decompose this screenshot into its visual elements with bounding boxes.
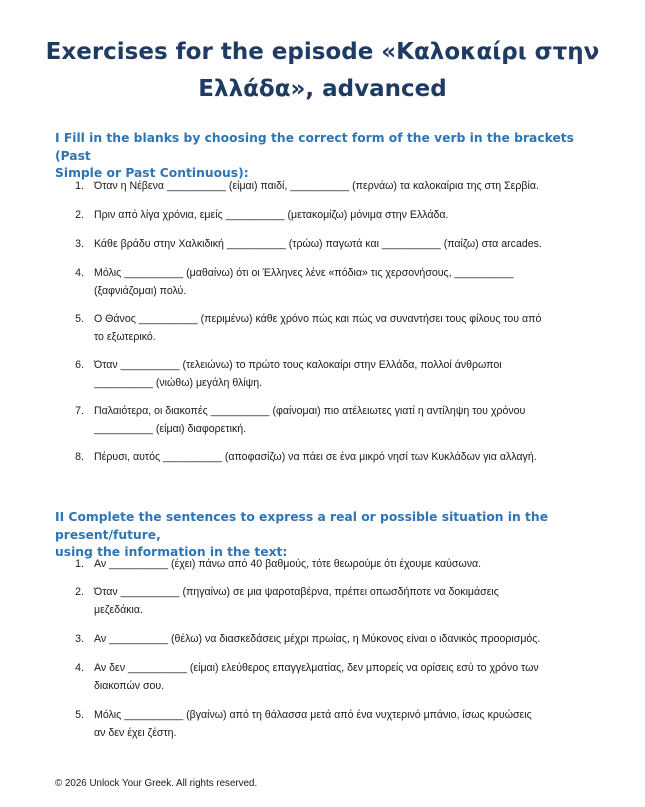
- item-text-line-2: (ξαφνιάζομαι) πολύ.: [94, 284, 187, 297]
- item-text: [94, 178, 594, 196]
- item-text-line-2: αν δεν έχει ζέστη.: [94, 726, 177, 739]
- item-number: 7.: [75, 405, 84, 417]
- section-2-heading-line-1: II Complete the sentences to express a real or possible situation in the present/future,: [55, 510, 549, 542]
- item-text-line-1: Αν __________ (έχει) πάνω από 40 βαθμούς, τότε θεωρούμε ότι έχουμε καύσωνα.: [94, 558, 482, 570]
- item-text-line-2: __________ (είμαι) διαφορετική.: [94, 422, 247, 435]
- item-text-line-1: Αν δεν __________ (είμαι) ελεύθερος επαγγελματίας, δεν μπορείς να ορίσεις εσύ το χρόνο των: [94, 662, 539, 674]
- item-number: 5.: [75, 313, 84, 325]
- item-text: [94, 311, 594, 346]
- item-text: [94, 660, 594, 695]
- section-2-heading: [55, 509, 595, 562]
- item-text: [94, 449, 594, 467]
- item-text: [94, 357, 594, 392]
- item-number: 1.: [75, 180, 84, 192]
- item-number: 4.: [75, 662, 84, 674]
- copyright-footer: © 2026 Unlock Your Greek. All rights reserved.: [55, 778, 258, 789]
- page-title: [40, 34, 605, 108]
- item-text-line-1: Μόλις __________ (μαθαίνω) ότι οι Έλληνες λένε «πόδια» τις χερσονήσους, __________: [94, 267, 514, 279]
- item-text-line-2: __________ (νιώθω) μεγάλη θλίψη.: [94, 376, 263, 389]
- item-number: 2.: [75, 209, 84, 221]
- item-number: 1.: [75, 558, 84, 570]
- item-text-line-2: διακοπών σου.: [94, 679, 165, 692]
- item-text-line-1: Όταν η Νέβενα __________ (είμαι) παιδί, __________ (περνάω) τα καλοκαίρια της στη Σερβία.: [94, 180, 539, 192]
- item-number: 2.: [75, 586, 84, 598]
- item-text: [94, 584, 594, 619]
- section-2-heading-line-2: using the information in the text:: [55, 545, 288, 559]
- item-text-line-1: Αν __________ (θέλω) να διασκεδάσεις μέχρι πρωίας, η Μύκονος είναι ο ιδανικός προορισμός.: [94, 633, 541, 645]
- item-text-line-1: Όταν __________ (πηγαίνω) σε μια ψαροταβέρνα, πρέπει οπωσδήποτε να δοκιμάσεις: [94, 586, 499, 598]
- item-text-line-1: Πριν από λίγα χρόνια, εμείς __________ (μετακομίζω) μόνιμα στην Ελλάδα.: [94, 209, 449, 221]
- item-text-line-1: Μόλις __________ (βγαίνω) από τη θάλασσα μετά από ένα νυχτερινό μπάνιο, ίσως κρυώσεις: [94, 709, 532, 721]
- item-text-line-1: Όταν __________ (τελειώνω) το πρώτο τους καλοκαίρι στην Ελλάδα, πολλοί άνθρωποι: [94, 359, 502, 371]
- page-title-line-2: Ελλάδα», advanced: [198, 76, 447, 102]
- item-text-line-1: Παλαιότερα, οι διακοπές __________ (φαίνομαι) πιο ατέλειωτες γιατί η αντίληψη του χρόνου: [94, 405, 526, 417]
- item-text: [94, 265, 594, 300]
- item-text: [94, 236, 594, 254]
- item-text-line-1: Ο Θάνος __________ (περιμένω) κάθε χρόνο πώς και πώς να συναντήσει τους φίλους του από: [94, 313, 542, 325]
- item-text-line-2: μεζεδάκια.: [94, 603, 143, 616]
- section-1-heading-line-1: I Fill in the blanks by choosing the correct form of the verb in the brackets (Past: [55, 131, 574, 163]
- item-text-line-2: το εξωτερικό.: [94, 330, 156, 343]
- item-text: [94, 207, 594, 225]
- item-number: 4.: [75, 267, 84, 279]
- item-text: [94, 707, 594, 742]
- section-1-heading: [55, 130, 595, 183]
- item-text: [94, 631, 594, 649]
- item-number: 8.: [75, 451, 84, 463]
- item-text-line-1: Πέρυσι, αυτός __________ (αποφασίζω) να πάει σε ένα μικρό νησί των Κυκλάδων για αλλαγή.: [94, 451, 537, 463]
- item-number: 5.: [75, 709, 84, 721]
- item-text: [94, 403, 594, 438]
- item-text: [94, 556, 594, 574]
- page-title-line-1: Exercises for the episode «Καλοκαίρι στην: [45, 39, 600, 65]
- item-text-line-1: Κάθε βράδυ στην Χαλκιδική __________ (τρώω) παγωτά και __________ (παίζω) στα arcades.: [94, 238, 542, 250]
- item-number: 3.: [75, 238, 84, 250]
- section-1-heading-line-2: Simple or Past Continuous):: [55, 166, 249, 180]
- item-number: 3.: [75, 633, 84, 645]
- item-number: 6.: [75, 359, 84, 371]
